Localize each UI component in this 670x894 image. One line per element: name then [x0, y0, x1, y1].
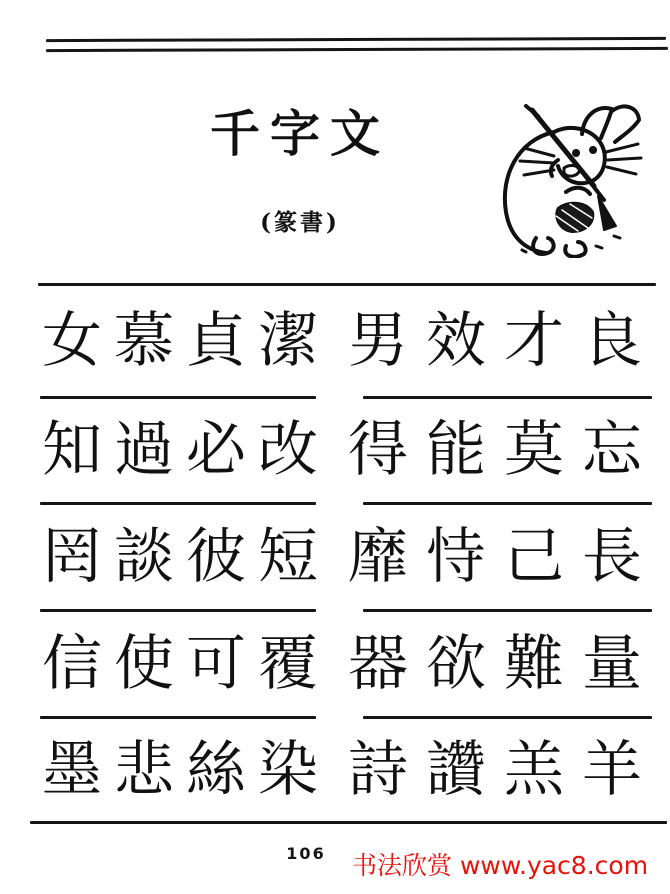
page-title: 千字文	[210, 104, 390, 163]
seal-character: 罔	[42, 521, 102, 592]
seal-character: 恃	[426, 521, 486, 592]
grid-rule-bottom	[30, 821, 667, 824]
seal-character: 慕	[114, 306, 174, 376]
seal-character: 悲	[114, 734, 174, 805]
top-double-rule-upper	[46, 37, 666, 42]
seal-character: 良	[582, 306, 642, 376]
top-double-rule-lower	[46, 47, 668, 52]
seal-character: 量	[582, 628, 642, 699]
seal-character: 染	[258, 734, 318, 805]
char-row-3-left	[42, 506, 318, 607]
seal-character: 男	[348, 306, 408, 376]
seal-character: 欲	[426, 628, 486, 699]
seal-character: 莫	[504, 414, 564, 485]
grid-rule-row4-right	[363, 716, 652, 719]
grid-rule-row4-left	[40, 716, 316, 719]
seal-character: 難	[504, 628, 564, 699]
seal-character: 絲	[186, 734, 246, 805]
seal-character: 信	[42, 628, 102, 699]
char-row-1-right	[348, 288, 642, 394]
seal-character: 可	[186, 628, 246, 699]
seal-character: 效	[426, 306, 486, 376]
char-row-3-right	[348, 506, 642, 607]
page-subtitle: (篆書)	[260, 209, 340, 236]
seal-character: 羔	[504, 734, 564, 805]
seal-character: 詩	[348, 734, 408, 805]
seal-character: 墨	[42, 734, 102, 805]
seal-character: 能	[426, 414, 486, 485]
seal-character: 才	[504, 306, 564, 376]
seal-character: 女	[42, 306, 102, 376]
seal-character: 彼	[186, 521, 246, 592]
grid-rule-top	[38, 283, 656, 286]
seal-character: 覆	[258, 628, 318, 699]
seal-character: 器	[348, 628, 408, 699]
grid-rule-row2-right	[363, 502, 652, 505]
seal-character: 使	[114, 628, 174, 699]
watermark-text: 书法欣赏 www.yac8.com	[352, 851, 649, 880]
seal-character: 潔	[258, 306, 318, 376]
seal-character: 改	[258, 414, 318, 485]
page-number: 106	[286, 844, 326, 863]
seal-character: 貞	[186, 306, 246, 376]
grid-rule-row3-left	[40, 609, 316, 612]
seal-character: 必	[186, 414, 246, 485]
seal-character: 羊	[582, 734, 642, 805]
seal-character: 己	[504, 521, 564, 592]
char-row-2-left	[42, 399, 318, 500]
grid-rule-row3-right	[363, 609, 652, 612]
grid-rule-row2-left	[40, 502, 316, 505]
seal-character: 忘	[582, 414, 642, 485]
seal-character: 短	[258, 521, 318, 592]
rat-calligrapher-mascot-icon	[466, 100, 646, 258]
seal-character: 得	[348, 414, 408, 485]
char-row-4-left	[42, 613, 318, 714]
seal-character: 談	[114, 521, 174, 592]
rat-mascot-drawing	[466, 100, 646, 258]
char-row-2-right	[348, 399, 642, 500]
seal-character: 過	[114, 414, 174, 485]
char-row-5-right	[348, 720, 642, 819]
char-row-5-left	[42, 720, 318, 819]
char-row-4-right	[348, 613, 642, 714]
seal-character: 知	[42, 414, 102, 485]
seal-character: 靡	[348, 521, 408, 592]
char-row-1-left	[42, 288, 318, 394]
seal-character: 讚	[426, 734, 486, 805]
seal-character: 長	[582, 521, 642, 592]
